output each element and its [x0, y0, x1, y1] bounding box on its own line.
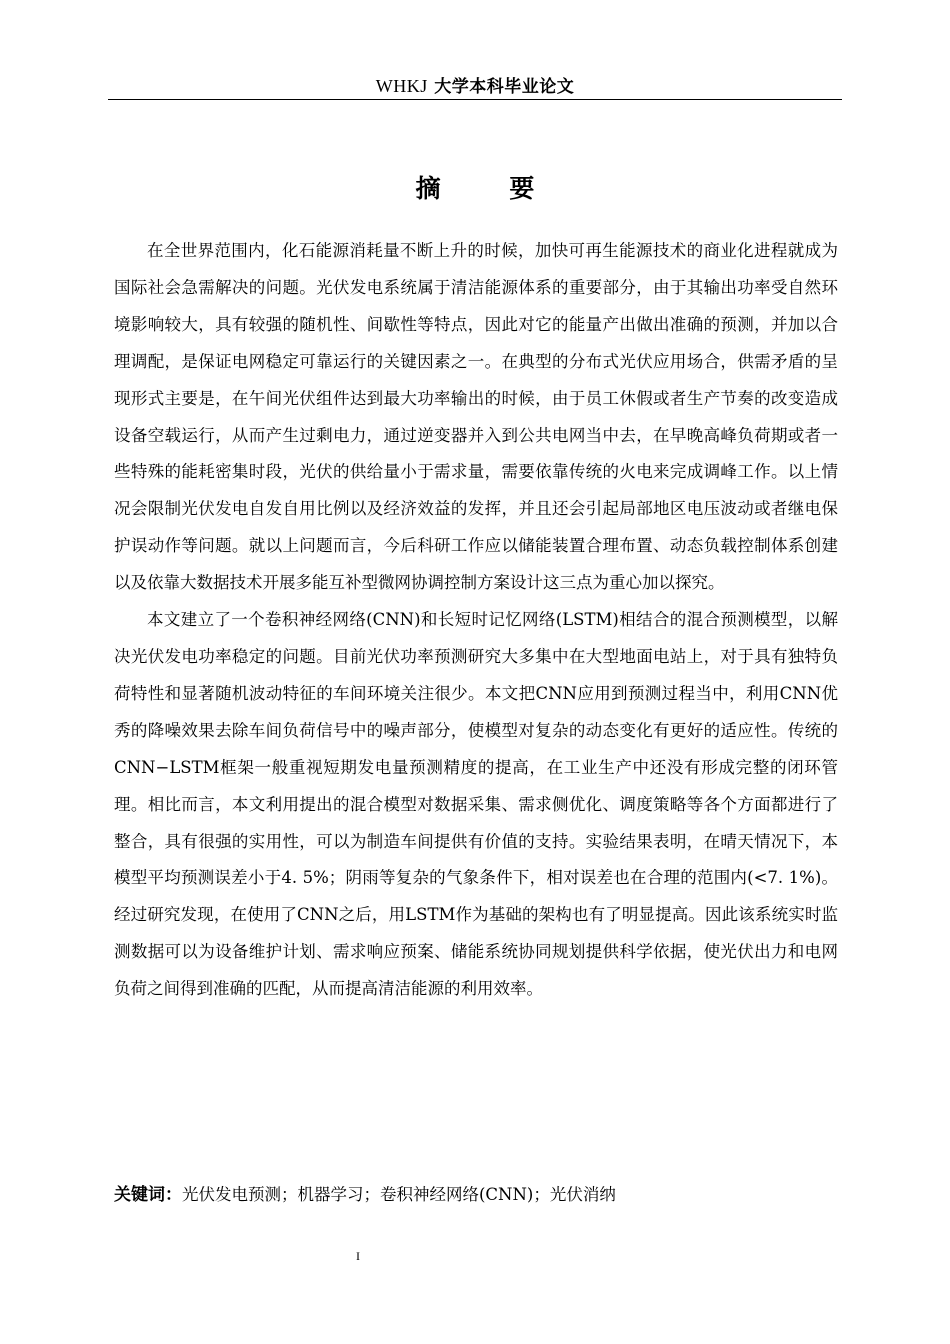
page-title: 摘 要: [415, 174, 565, 203]
page-number: I: [356, 1249, 360, 1263]
abstract-paragraph-1: 在全世界范围内，化石能源消耗量不断上升的时候，加快可再生能源技术的商业化进程就成为国际社会急需解决的问题。光伏发电系统属于清洁能源体系的重要部分，由于其输出功率受自然环境影响较大，具有较强的随机性、间歇性等特点，因此对它的能量产出做出准确的预测，并加以合理调配，是保证电网稳定可靠运行的关键因素之一。在典型的分布式光伏应用场合，供需矛盾的呈现形式主要是，在午间光伏组件达到最大功率输出的时候，由于员工休假或者生产节奏的改变造成设备空载运行，从而产生过剩电力，通过逆变器并入到公共电网当中去，在早晚高峰负荷期或者一些特殊的能耗密集时段，光伏的供给量小于需求量，需要依靠传统的火电来完成调峰工作。以上情况会限制光伏发电自发自用比例以及经济效益的发挥，并且还会引起局部地区电压波动或者继电保护误动作等问题。就以上问题而言，今后科研工作应以储能装置合理布置、动态负载控制体系创建以及依靠大数据技术开展多能互补型微网协调控制方案设计这三点为重心加以探究。: [114, 241, 838, 593]
header-school-code: WHKJ: [375, 76, 428, 96]
keywords-line: [114, 1180, 838, 1210]
running-header: [108, 74, 842, 99]
header-rule: [108, 99, 842, 100]
abstract-paragraph-2: 本文建立了一个卷积神经网络(CNN)和长短时记忆网络(LSTM)相结合的混合预测模型，以解决光伏发电功率稳定的问题。目前光伏功率预测研究大多集中在大型地面电站上，对于具有独特负荷特性和显著随机波动特征的车间环境关注很少。本文把CNN应用到预测过程当中，利用CNN优秀的降噪效果去除车间负荷信号中的噪声部分，使模型对复杂的动态变化有更好的适应性。传统的CNN−LSTM框架一般重视短期发电量预测精度的提高，在工业生产中还没有形成完整的闭环管理。相比而言，本文利用提出的混合模型对数据采集、需求侧优化、调度策略等各个方面都进行了整合，具有很强的实用性，可以为制造车间提供有价值的支持。实验结果表明，在晴天情况下，本模型平均预测误差小于4. 5%；阴雨等复杂的气象条件下，相对误差也在合理的范围内(<7. 1%)。经过研究发现，在使用了CNN之后，用LSTM作为基础的架构也有了明显提高。因此该系统实时监测数据可以为设备维护计划、需求响应预案、储能系统协同规划提供科学依据，使光伏出力和电网负荷之间得到准确的匹配，从而提高清洁能源的利用效率。: [114, 610, 838, 999]
abstract-body: [114, 233, 838, 1008]
header-thesis-label: 大学本科毕业论文: [434, 77, 575, 97]
keywords-label: 关键词：: [114, 1185, 182, 1205]
keywords-text: 光伏发电预测；机器学习；卷积神经网络(CNN)；光伏消纳: [182, 1185, 616, 1204]
